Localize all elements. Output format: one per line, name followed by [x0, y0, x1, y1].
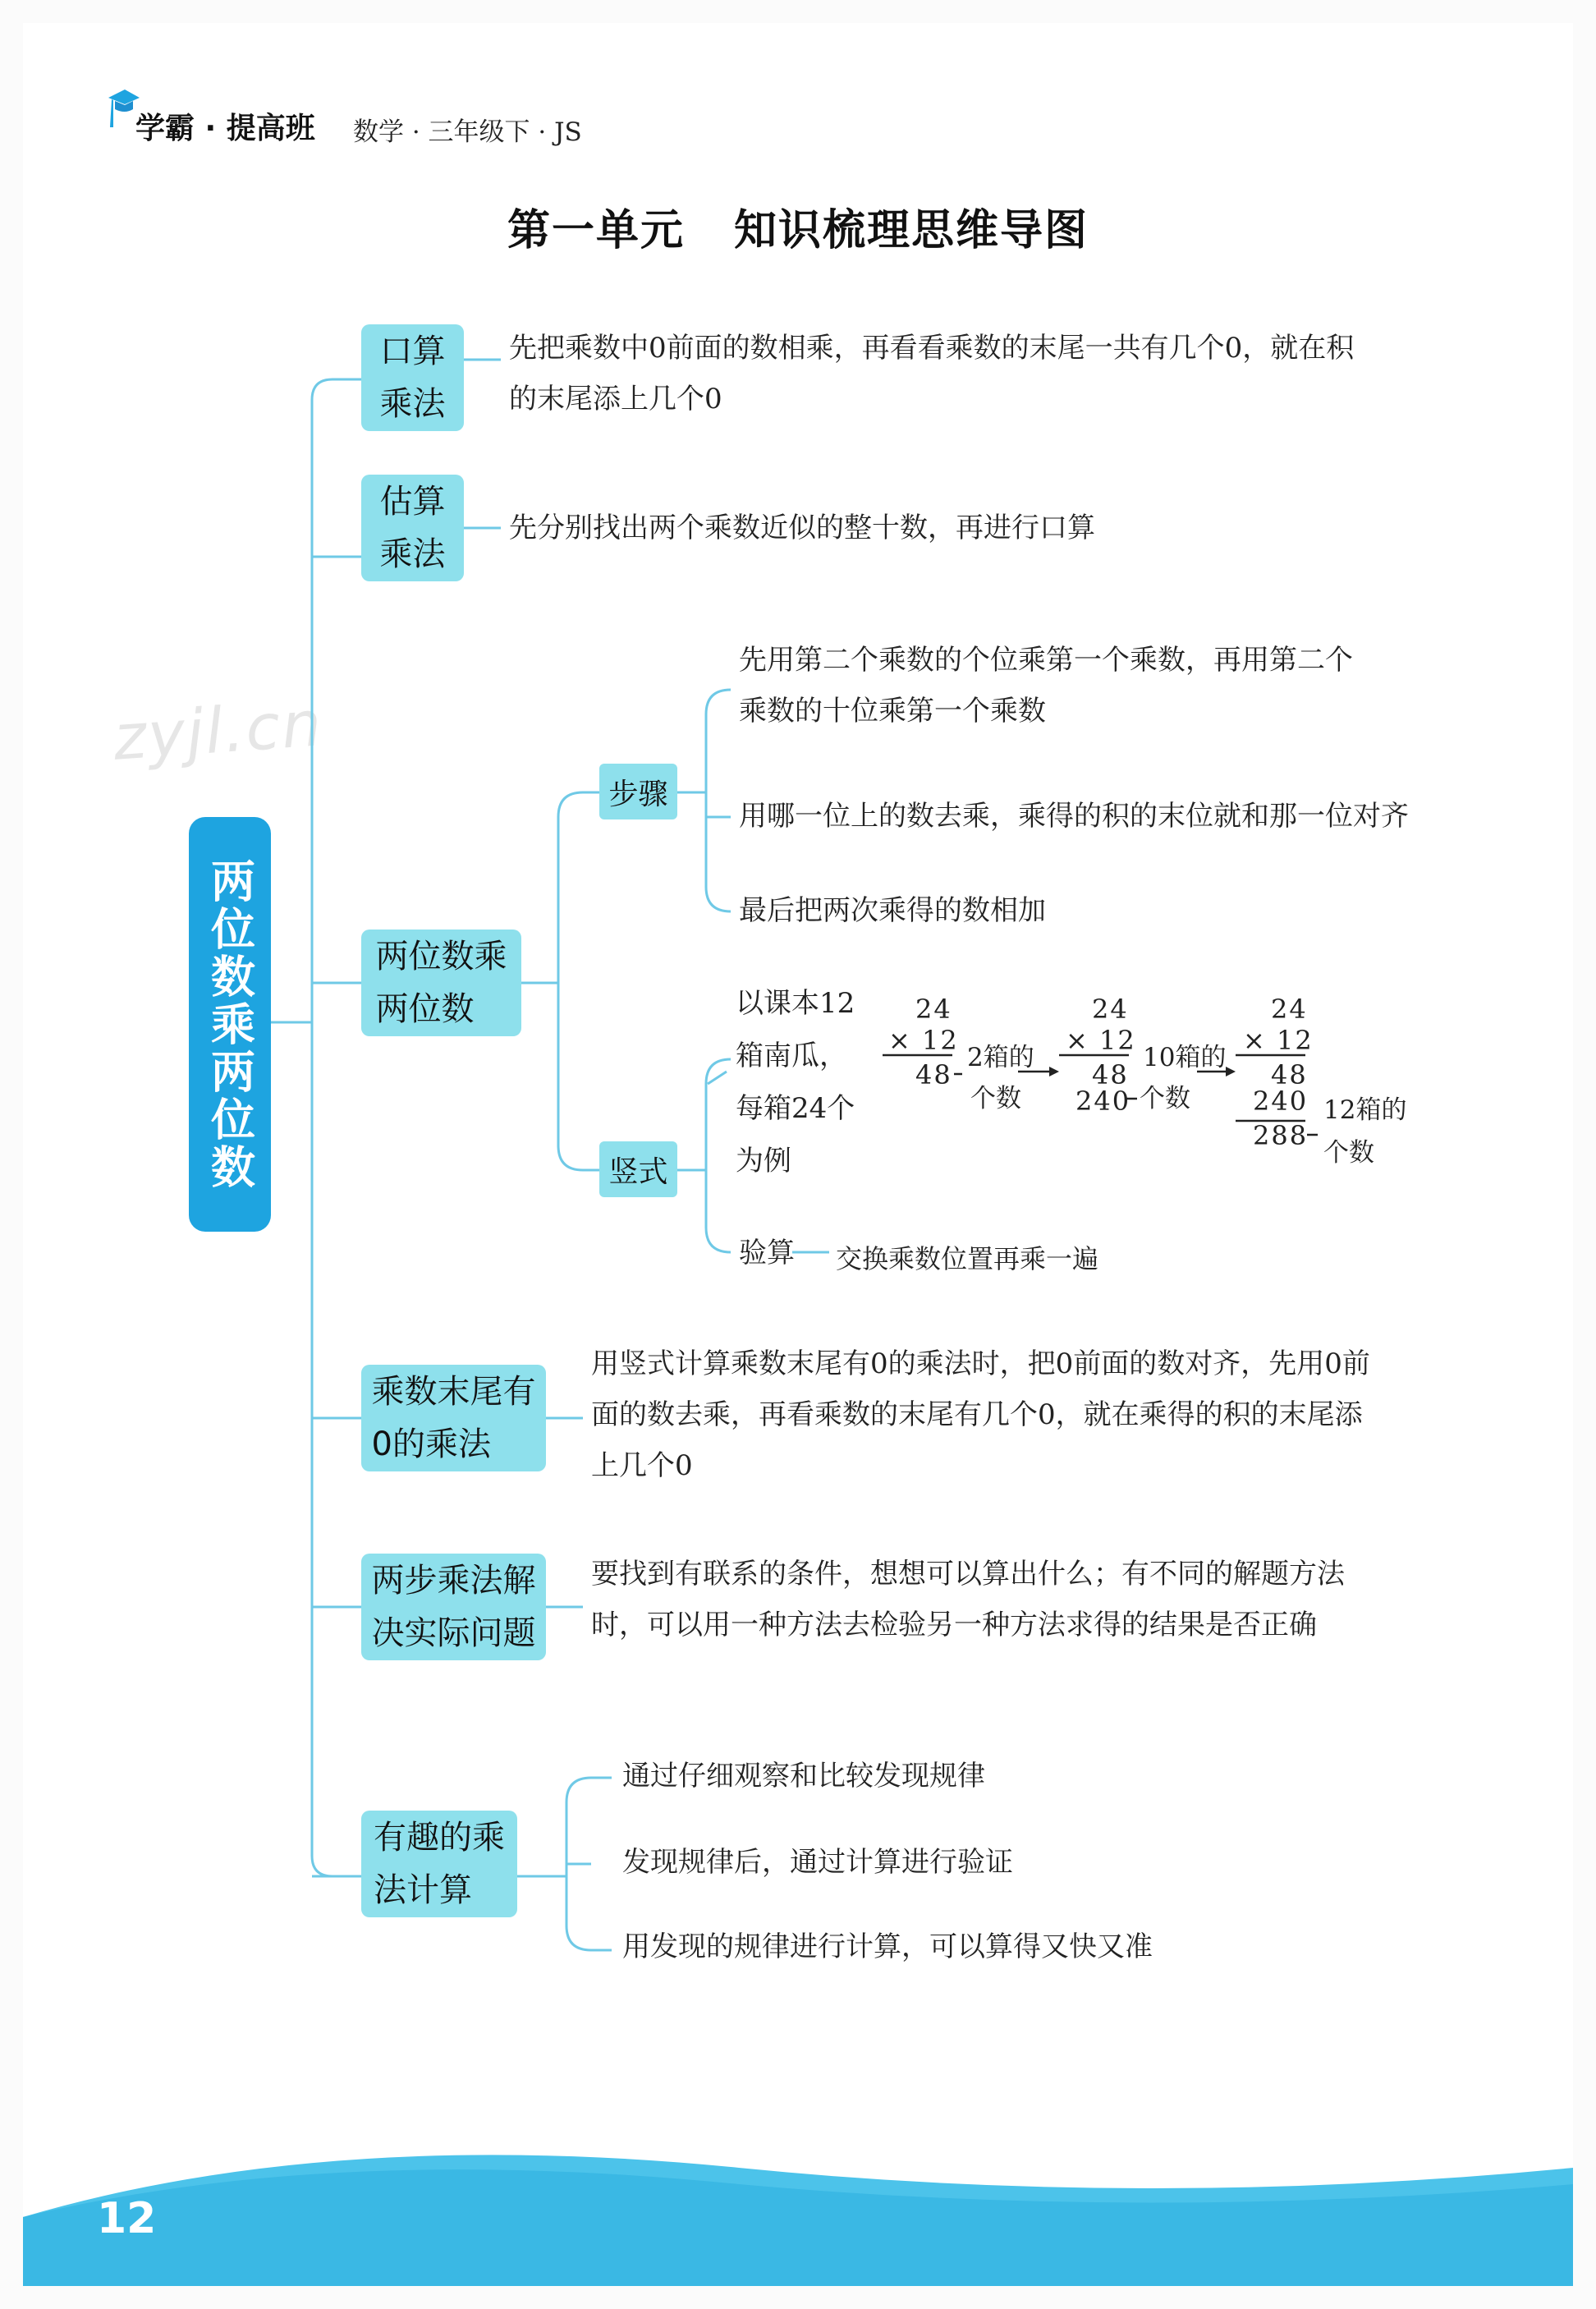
vertical-label: 竖式 [599, 1141, 677, 1197]
calc3-b: × 12 [1243, 1025, 1314, 1056]
calc2-r2: 240 [1075, 1086, 1131, 1117]
calc3-r3: 288 [1253, 1120, 1309, 1151]
calc1-a: 24 [915, 994, 952, 1025]
brand-title: 学霸 · 提高班 [135, 112, 315, 145]
page-number: 12 [97, 2194, 157, 2243]
branch-fun-calculation: 有趣的乘 法计算 [361, 1811, 517, 1917]
step-item-3: 最后把两次乘得的数相加 [739, 894, 1046, 927]
calc1-result: 48 [915, 1059, 952, 1090]
calc1-note-1: 2箱的 [967, 1043, 1034, 1072]
branch-oral-multiplication: 口算 乘法 [361, 324, 464, 431]
check-label: 验算 [739, 1237, 795, 1269]
branch-two-digit-multiplication: 两位数乘 两位数 [361, 930, 521, 1036]
fun-item-3: 用发现的规律进行计算，可以算得又快又准 [622, 1930, 1153, 1963]
watermark: zyjl.cn [111, 686, 326, 774]
branch-two-step-text: 要找到有联系的条件，想想可以算出什么；有不同的解题方法 时，可以用一种方法去检验另一种方法求得的结果是否正确 [591, 1558, 1345, 1641]
fun-item-1: 通过仔细观察和比较发现规律 [622, 1760, 985, 1793]
calc1-b: × 12 [888, 1025, 959, 1056]
title-topic: 知识梳理思维导图 [734, 206, 1089, 255]
calc3-r1: 48 [1271, 1059, 1308, 1090]
calc2-r1: 48 [1092, 1059, 1129, 1090]
calc2-b: × 12 [1066, 1025, 1136, 1056]
calc1-note-2: 个数 [970, 1084, 1021, 1113]
calc3-r2: 240 [1253, 1086, 1309, 1117]
step-item-1: 先用第二个乘数的个位乘第一个乘数，再用第二个 乘数的十位乘第一个乘数 [739, 644, 1353, 728]
check-text: 交换乘数位置再乘一遍 [836, 1243, 1099, 1274]
branch-trailing-zero: 乘数末尾有 0的乘法 [361, 1365, 546, 1471]
steps-label: 步骤 [599, 764, 677, 819]
branch-trailing-zero-text: 用竖式计算乘数末尾有0的乘法时，把0前面的数对齐，先用0前 面的数去乘，再看乘数的末尾有几个0，就在乘得的积的末尾添 上几个0 [591, 1347, 1370, 1482]
vertical-example: 以课本12 箱南瓜， 每箱24个 为例 [736, 987, 855, 1177]
title-unit: 第一单元 [507, 206, 685, 255]
step-item-2: 用哪一位上的数去乘，乘得的积的末位就和那一位对齐 [739, 800, 1409, 833]
branch-oral-text: 先把乘数中0前面的数相乘，再看看乘数的末尾一共有几个0，就在积 的末尾添上几个0 [509, 332, 1355, 415]
branch-estimate-multiplication: 估算 乘法 [361, 475, 464, 581]
calc2-note-2: 个数 [1140, 1084, 1190, 1113]
calc2-note-1: 10箱的 [1143, 1043, 1227, 1072]
calc3-note-1: 12箱的 [1323, 1095, 1407, 1125]
branch-two-step-problems: 两步乘法解 决实际问题 [361, 1554, 546, 1660]
fun-item-2: 发现规律后，通过计算进行验证 [622, 1846, 1013, 1879]
branch-estimate-text: 先分别找出两个乘数近似的整十数，再进行口算 [509, 512, 1095, 544]
calc3-a: 24 [1271, 994, 1308, 1025]
calc2-a: 24 [1092, 994, 1129, 1025]
root-node: 两位数乘两位数 [189, 817, 271, 1232]
calc3-note-2: 个数 [1323, 1138, 1374, 1168]
subject-label: 数学 · 三年级下 · JS [353, 117, 582, 147]
